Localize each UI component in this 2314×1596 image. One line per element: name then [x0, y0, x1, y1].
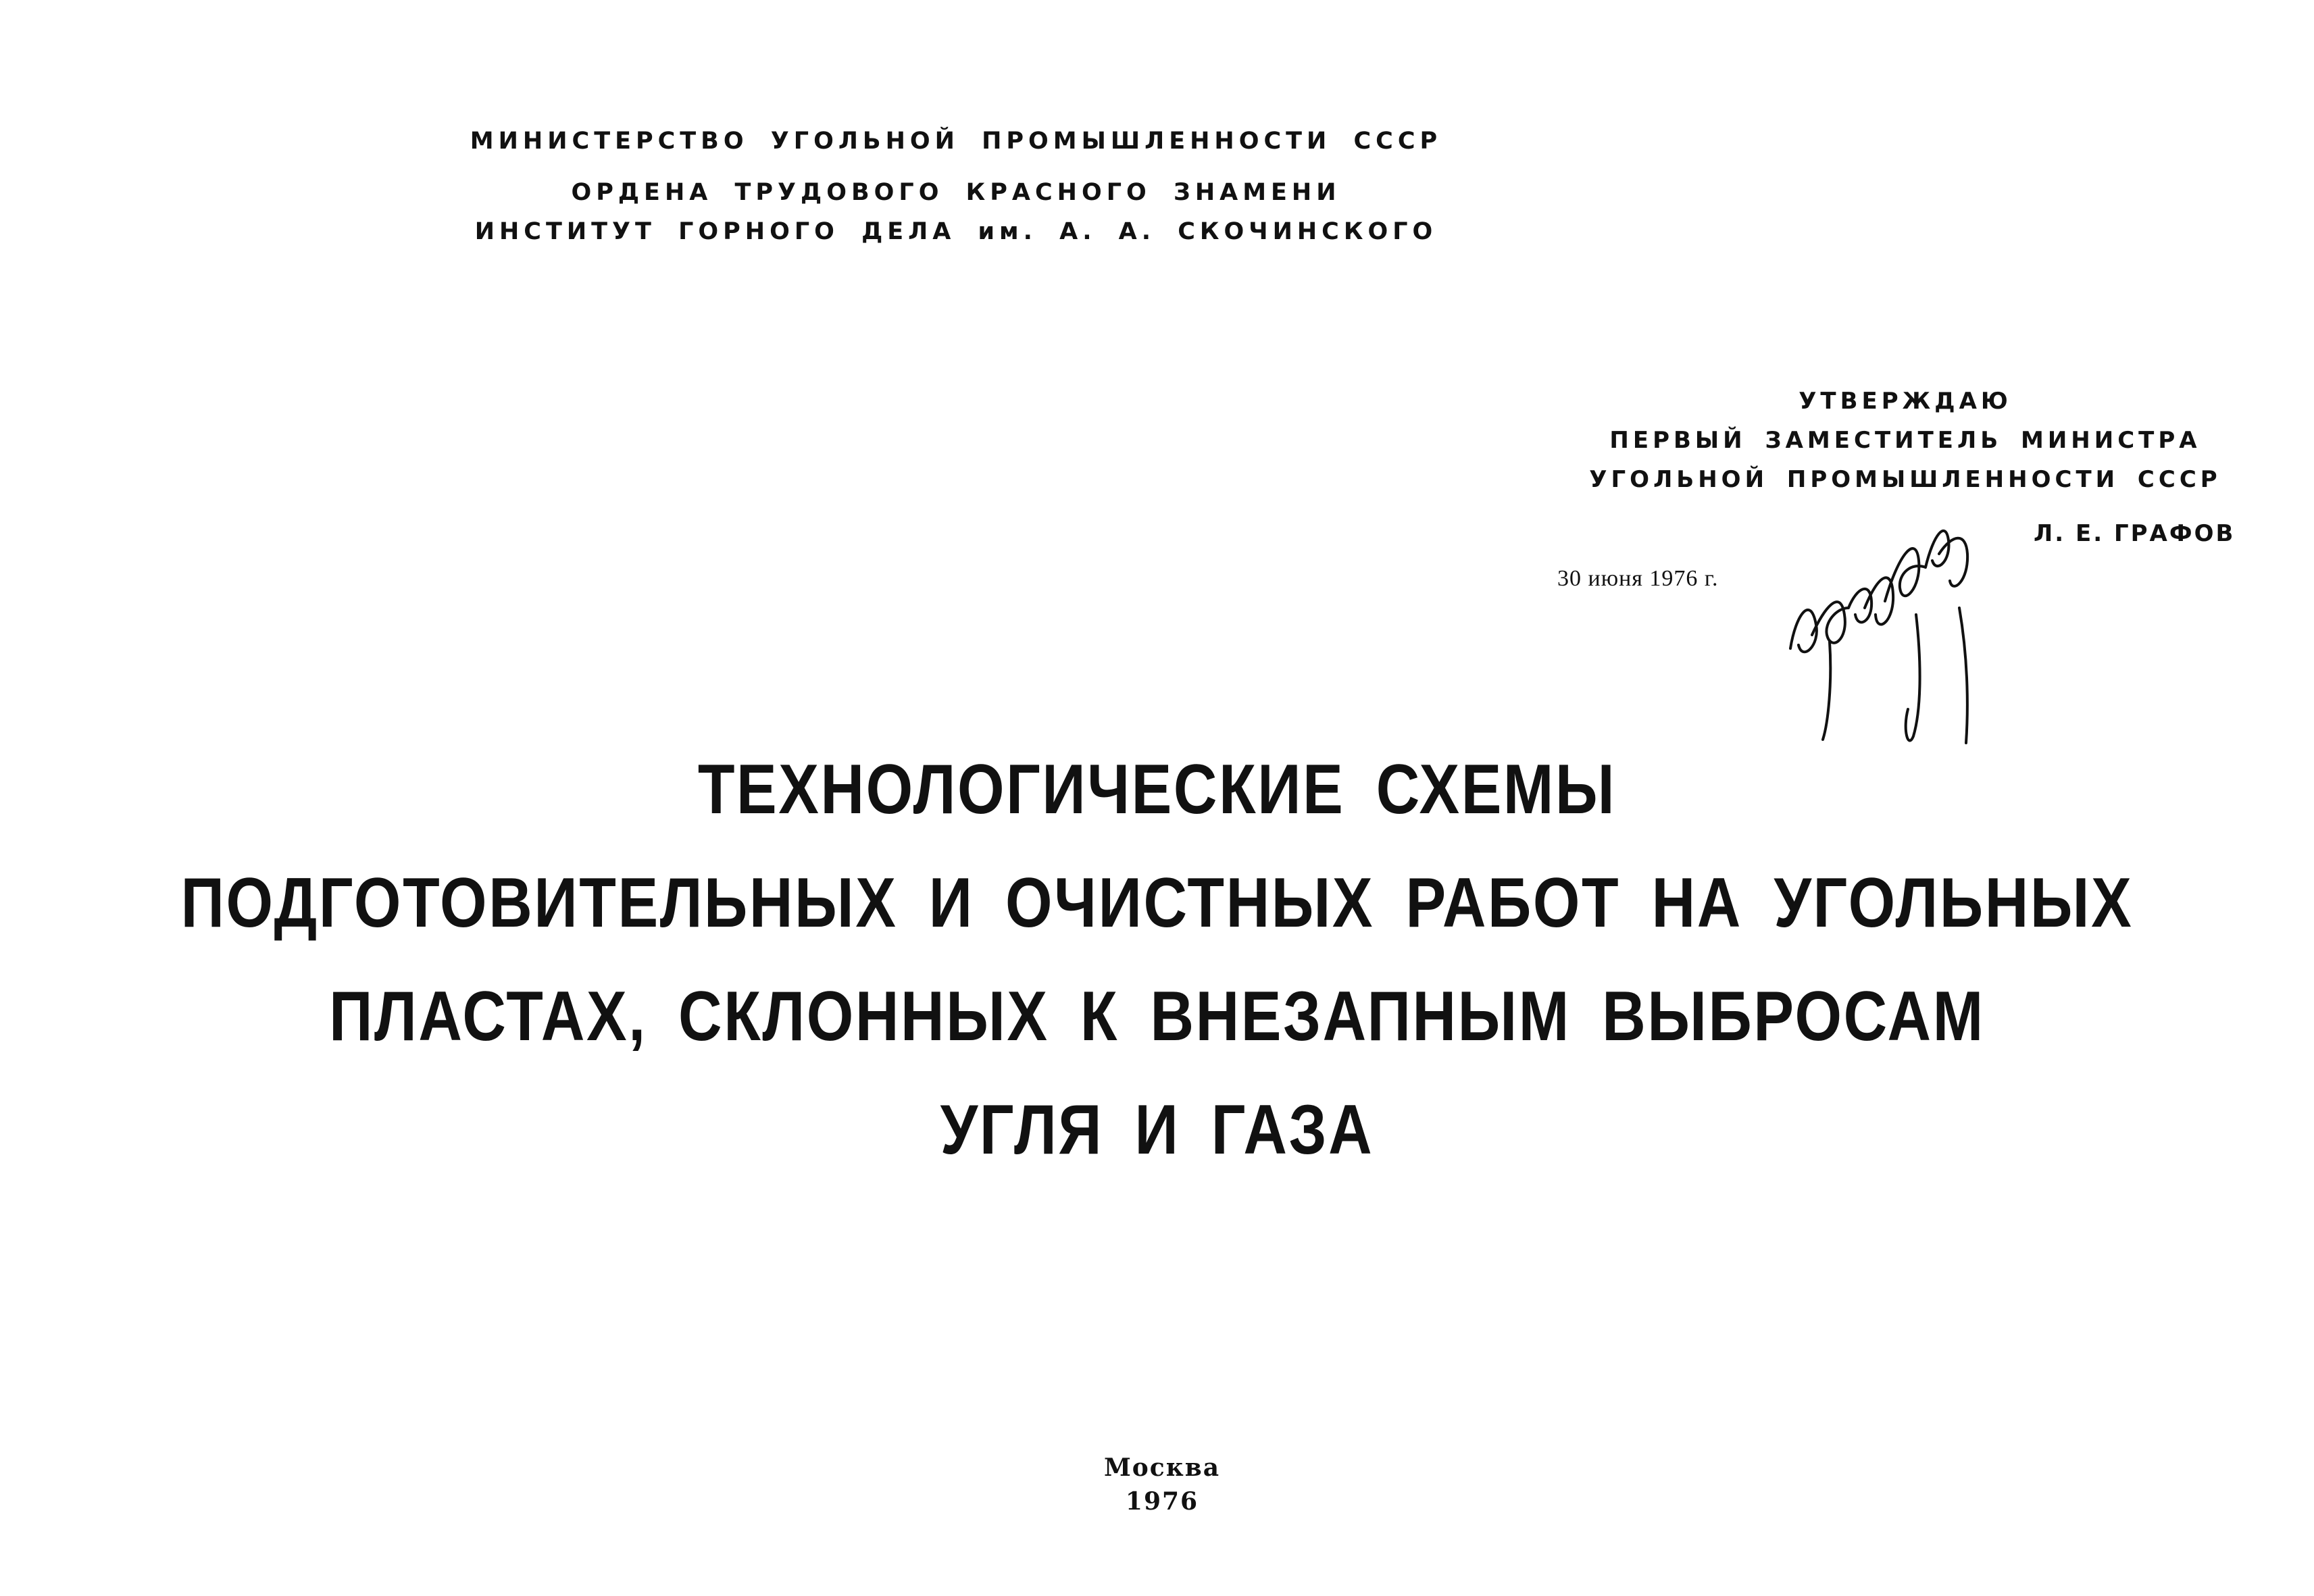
handwritten-signature	[1784, 507, 2000, 750]
title-line-1: ТЕХНОЛОГИЧЕСКИЕ СХЕМЫ	[697, 750, 1617, 829]
order-name: ОРДЕНА ТРУДОВОГО КРАСНОГО ЗНАМЕНИ	[571, 179, 1341, 206]
publication-year: 1976	[1125, 1487, 1199, 1516]
publication-city: Москва	[1103, 1453, 1221, 1482]
title-line-3: ПЛАСТАХ, СКЛОННЫХ К ВНЕЗАПНЫМ ВЫБРОСАМ	[329, 977, 1985, 1056]
publication-footer	[1007, 1451, 1317, 1518]
ministry-name: МИНИСТЕРСТВО УГОЛЬНОЙ ПРОМЫШЛЕННОСТИ СССР	[470, 128, 1442, 155]
approval-stamp: УТВЕРЖДАЮ	[1799, 388, 2012, 415]
approver-name: Л. Е. ГРАФОВ	[2034, 520, 2236, 547]
document-title	[0, 733, 2314, 1187]
institute-name: ИНСТИТУТ ГОРНОГО ДЕЛА им. А. А. СКОЧИНСКОГО	[474, 218, 1438, 245]
title-line-4: УГЛЯ И ГАЗА	[940, 1091, 1374, 1169]
title-line-2: ПОДГОТОВИТЕЛЬНЫХ И ОЧИСТНЫХ РАБОТ НА УГОЛЬНЫХ	[180, 864, 2134, 942]
approval-date: 30 июня 1976 г.	[1557, 566, 1719, 591]
approver-position-line2: УГОЛЬНОЙ ПРОМЫШЛЕННОСТИ СССР	[1589, 466, 2221, 493]
approval-block	[1540, 382, 2270, 499]
approver-position-line1: ПЕРВЫЙ ЗАМЕСТИТЕЛЬ МИНИСТРА	[1609, 427, 2201, 454]
document-header	[0, 122, 1912, 251]
